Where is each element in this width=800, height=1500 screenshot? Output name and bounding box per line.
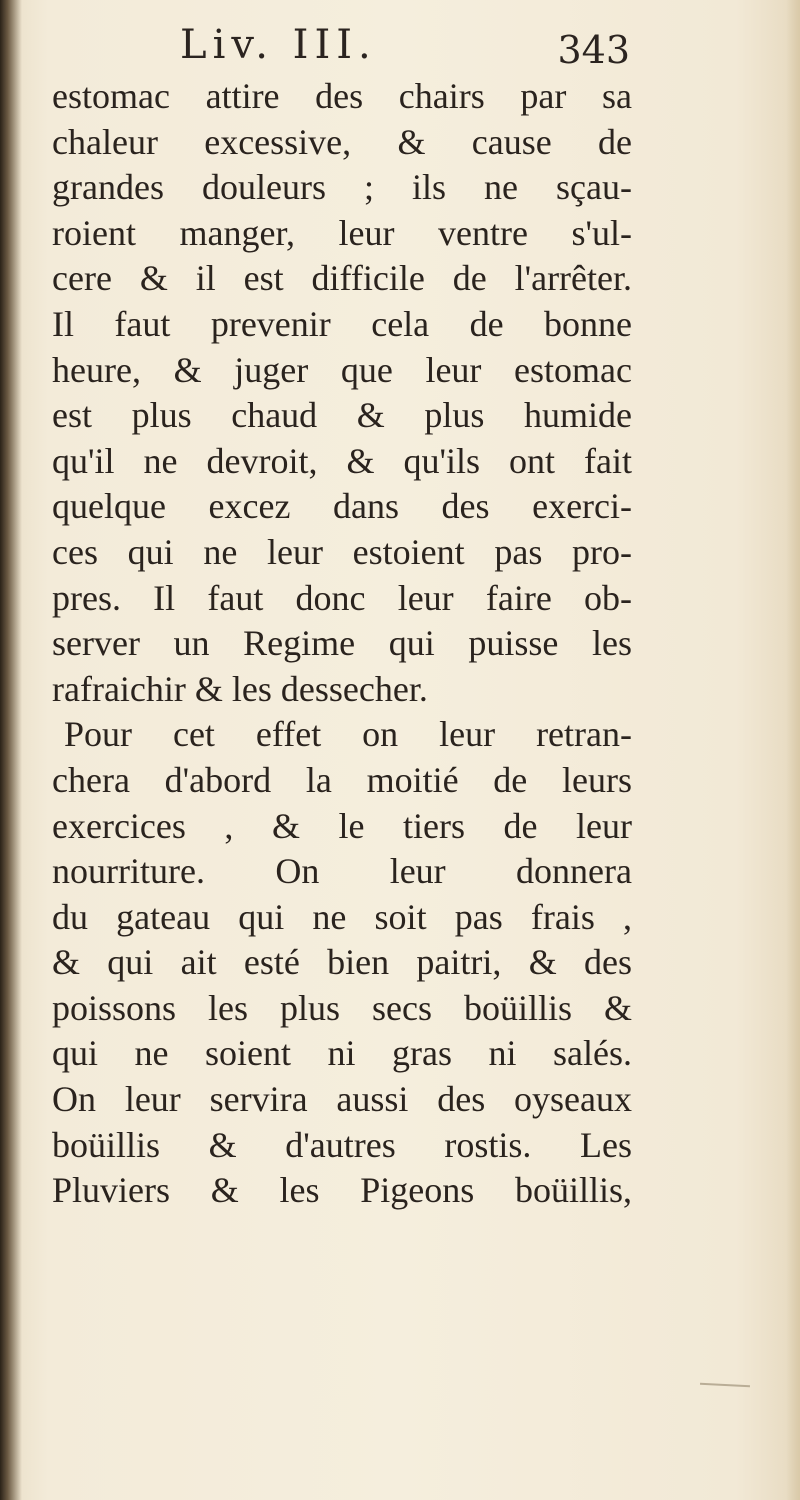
body-text — [52, 74, 632, 1214]
text-line: est plus chaud & plus humide — [52, 395, 632, 436]
text-line: pres. Il faut donc leur faire ob- — [52, 577, 632, 618]
text-line: grandes douleurs ; ils ne sçau- — [52, 167, 632, 208]
text-line: roient manger, leur ventre s'ul- — [52, 212, 632, 253]
page-edge-tint — [786, 0, 800, 1500]
text-line: boüillis & d'autres rostis. Les — [52, 1124, 632, 1165]
running-head: Liv. III. — [180, 22, 377, 68]
text-line: qu'il ne devroit, & qu'ils ont fait — [52, 440, 632, 481]
text-line: quelque excez dans des exerci- — [52, 486, 632, 527]
text-line: poissons les plus secs boüillis & — [52, 987, 632, 1028]
page-header — [60, 22, 630, 82]
page-number: 343 — [557, 28, 630, 72]
text-line: chaleur excessive, & cause de — [52, 121, 632, 162]
text-line: chera d'abord la moitié de leurs — [52, 759, 632, 800]
text-line: On leur servira aussi des oyseaux — [52, 1079, 632, 1120]
pencil-mark — [700, 1383, 750, 1388]
text-line: server un Regime qui puisse les — [52, 623, 632, 664]
text-line-paragraph-start: Pour cet effet on leur retran- — [64, 714, 632, 755]
text-line-paragraph-end: rafraichir & les dessecher. — [52, 668, 428, 709]
text-line: qui ne soient ni gras ni salés. — [52, 1033, 632, 1074]
text-line: ces qui ne leur estoient pas pro- — [52, 531, 632, 572]
page-gutter-shadow — [0, 0, 22, 1500]
text-line: cere & il est difficile de l'arrêter. — [52, 258, 632, 299]
text-line: & qui ait esté bien paitri, & des — [52, 942, 632, 983]
text-line: Il faut prevenir cela de bonne — [52, 303, 632, 344]
text-line: Pluviers & les Pigeons boüillis, — [52, 1170, 632, 1211]
text-line: heure, & juger que leur estomac — [52, 349, 632, 390]
text-line: estomac attire des chairs par sa — [52, 76, 632, 116]
text-line: nourriture. On leur donnera — [52, 851, 632, 892]
text-line: du gateau qui ne soit pas frais , — [52, 896, 632, 937]
text-line: exercices , & le tiers de leur — [52, 805, 632, 846]
